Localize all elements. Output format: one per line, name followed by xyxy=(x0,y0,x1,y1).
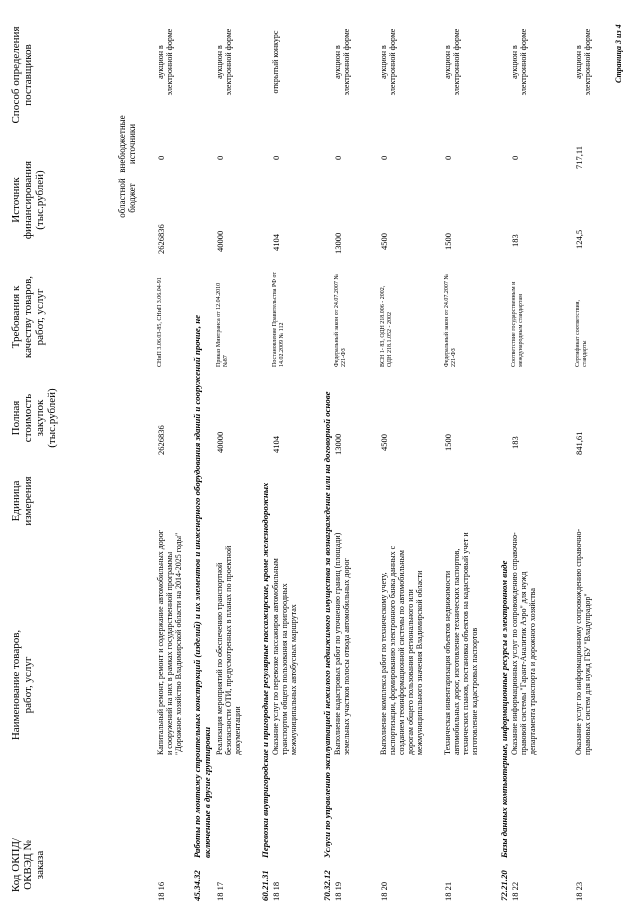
section-code: 72.21.20 xyxy=(499,870,509,901)
row-requirements: СНиП 3.06.03-85, СНиП 3.06.04-91 xyxy=(157,277,163,367)
row-extrabudget: 0 xyxy=(333,155,343,160)
col-header-unit: Единица измерения xyxy=(10,476,35,526)
row-cost: 1500 xyxy=(443,434,453,451)
row-number: 18 20 xyxy=(379,881,389,901)
row-requirements: Федеральный закон от 24.07.2007 № 221-ФЗ xyxy=(444,273,457,367)
row-name: Оказание услуг по перевозке пассажиров автомобильным транспортом общего пользования на пригородных межмуниципальных автобусных маршрутах xyxy=(271,558,298,755)
col-header-requirements: Требования к качеству товаров, работ, услуг xyxy=(10,275,47,359)
section-title: Работы по монтажу строительных конструкций (изделий) и их элементов и инженерного оборудования зданий и сооружений прочие, не xyxy=(192,314,202,858)
row-name: Капитальный ремонт, ремонт и содержание автомобильных дорог и сооружений на них в рамках государственной программы "Дорожное хозяйство Владимирской области на 2014-2025 годы" xyxy=(156,529,183,755)
row-number: 18 22 xyxy=(510,881,520,901)
row-requirements: Постановление Правительства РФ от 14.02.2009 № 112 xyxy=(272,272,285,367)
row-requirements: Федеральный закон от 24.07.2007 № 221-ФЗ xyxy=(334,273,347,367)
section-code: 60.21.31 xyxy=(260,870,270,901)
row-name: Оказание услуг по информационному сопровождению справочно-правовых систем для нужд ГБУ "Владупрадор" xyxy=(574,528,592,755)
row-regional: 1500 xyxy=(443,233,453,250)
row-number: 18 16 xyxy=(156,881,166,901)
page-number: Страница 3 из 4 xyxy=(614,24,623,83)
row-name: Техническая инвентаризация объектов недвижимости автомобильных дорог, изготовление технических паспортов, технических планов, постановка объектов на кадастровый учет и изготовление кадастровых паспортов xyxy=(443,532,479,755)
row-method: аукцион в электронной форме xyxy=(443,28,461,96)
row-name: Оказание информационных услуг по сопровождению справочно-правовой системы "Гарант-Аналитик Аэро" для нужд департамента транспорта и дорожного хозяйства xyxy=(510,532,537,755)
row-method: аукцион в электронной форме xyxy=(574,28,592,96)
row-regional: 4104 xyxy=(271,234,281,251)
row-extrabudget: 0 xyxy=(271,155,281,160)
row-regional: 2626836 xyxy=(156,224,166,254)
row-cost: 4104 xyxy=(271,436,281,453)
row-method: открытый конкурс xyxy=(271,30,280,94)
row-requirements: Сертификат соответствия, стандарты xyxy=(575,300,588,367)
row-method: аукцион в электронной форме xyxy=(333,28,351,96)
row-number: 18 19 xyxy=(333,881,343,901)
row-regional: 13000 xyxy=(333,232,343,254)
row-regional: 124,5 xyxy=(574,229,584,249)
row-extrabudget: 0 xyxy=(443,155,453,160)
row-requirements: Приказ Минтранса от 12.04.2010 №87 xyxy=(216,282,229,367)
row-method: аукцион в электронной форме xyxy=(215,28,233,96)
row-number: 18 21 xyxy=(443,881,453,901)
row-number: 18 17 xyxy=(215,881,225,901)
row-method: аукцион в электронной форме xyxy=(379,28,397,96)
row-regional: 40000 xyxy=(215,230,225,252)
section-title: Услуги по управлению эксплуатацией нежилого недвижимого имущества за вознаграждение или на договорной основе xyxy=(322,391,332,858)
row-number: 18 18 xyxy=(271,881,281,901)
row-requirements: ВСН 1- 83, ОДН 218.006 - 2002, ОДН 218.1.052 - 2002 xyxy=(380,285,393,367)
row-number: 18 23 xyxy=(574,881,584,901)
row-extrabudget: 0 xyxy=(379,155,389,160)
row-cost: 40000 xyxy=(215,431,225,453)
row-cost: 2626836 xyxy=(156,425,166,455)
row-extrabudget: 717,11 xyxy=(574,145,584,169)
row-cost: 13000 xyxy=(333,433,343,455)
row-requirements: Соответствие государственным и международным стандартам xyxy=(511,281,524,367)
col-header-code: Код ОКПД/ ОКВЭД № заказа xyxy=(10,837,47,893)
col-header-funding: Источник финансирования (тыс.рублей) xyxy=(10,160,47,240)
section-code: 45.34.32 xyxy=(192,870,202,901)
row-regional: 183 xyxy=(510,234,520,247)
row-cost: 841,61 xyxy=(574,431,584,455)
col-header-cost: Полная стоимость закупок (тыс.рублей) xyxy=(10,388,59,448)
col-header-name: Наименование товаров, работ, услуг xyxy=(10,629,35,741)
row-regional: 4500 xyxy=(379,233,389,250)
row-name: Выполнение кадастровых работ по уточнению границ (площади) земельных участков полосы отвода автомобильных дорог xyxy=(333,532,351,755)
row-cost: 4500 xyxy=(379,434,389,451)
section-title: Базы данных компьютерные, информационные ресурсы в электронном виде xyxy=(499,560,509,858)
row-extrabudget: 0 xyxy=(215,155,225,160)
row-extrabudget: 0 xyxy=(156,155,166,160)
section-code: 70.32.12 xyxy=(322,870,332,901)
row-name: Реализация мероприятий по обеспечению транспортной безопасности ОТИ, предусмотренных в планах по проектной документации xyxy=(215,545,242,755)
row-method: аукцион в электронной форме xyxy=(156,28,174,96)
section-title-cont: включенные в другие группировки xyxy=(202,727,212,858)
row-extrabudget: 0 xyxy=(510,155,520,160)
col-header-method: Способ определения поставщиков xyxy=(10,26,35,124)
col-header-extrabudget: внебюджетные источники xyxy=(117,115,137,173)
col-header-regional-budget: областной бюджет xyxy=(117,178,137,218)
row-method: аукцион в электронной форме xyxy=(510,28,528,96)
section-title: Перевозки внутригородские и пригородные регулярные пассажирские, кроме железнодорожных xyxy=(260,482,270,858)
row-name: Выполнение комплекса работ по техническому учету, паспортизации, формированию электронного банка данных с созданием геоинформационной системы по автомобильным дорогам общего пользования регионального или межмуниципального значения Владимирской области xyxy=(379,545,424,755)
row-cost: 183 xyxy=(510,436,520,449)
